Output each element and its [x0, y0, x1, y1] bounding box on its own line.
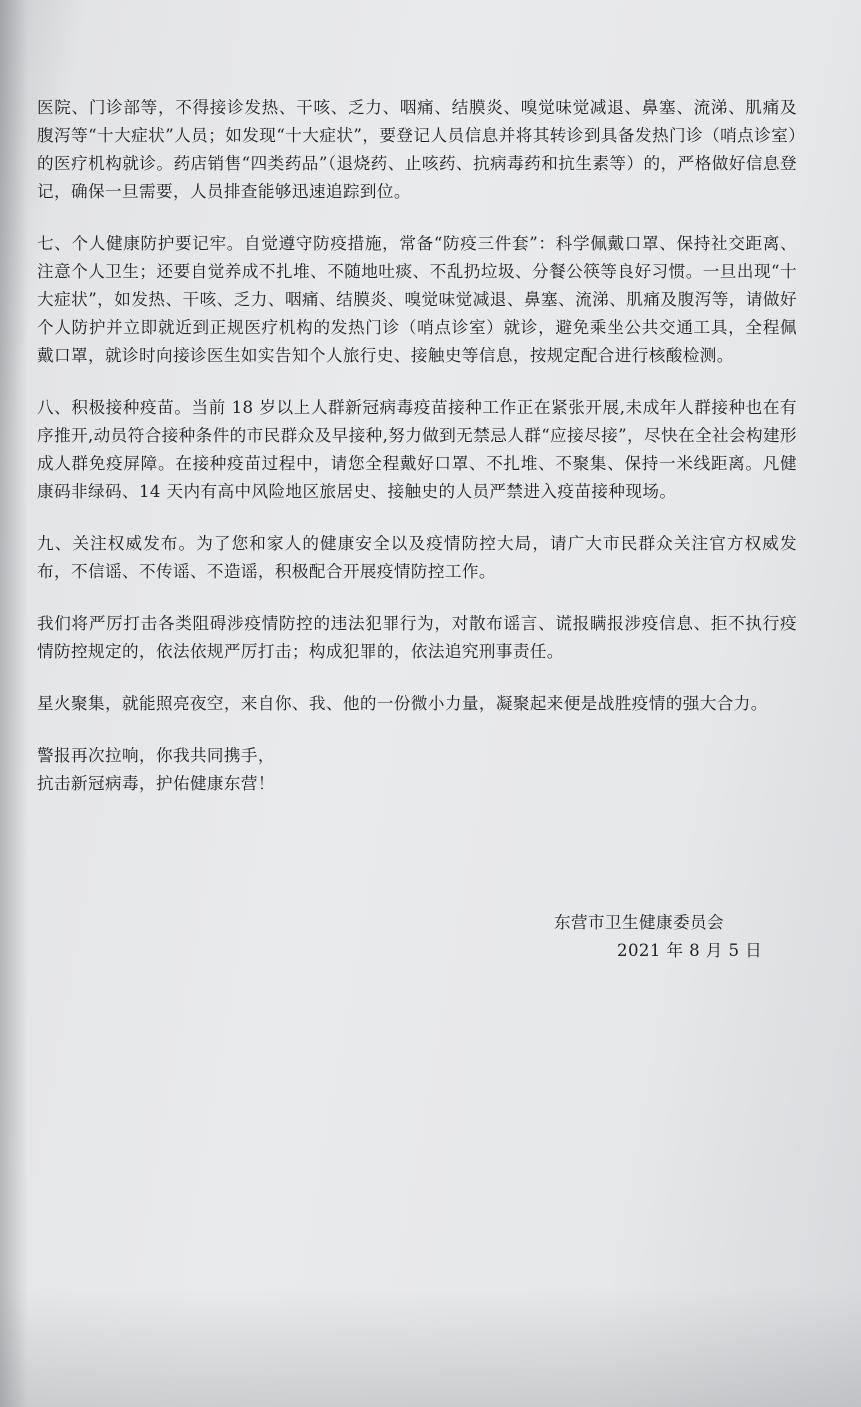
paragraph-section-8: 八、积极接种疫苗。当前 18 岁以上人群新冠病毒疫苗接种工作正在紧张开展,未成年人群接种也在有序推开,动员符合接种条件的市民群众及早接种,努力做到无禁忌人群“应接尽接”，尽快在全社会构建形成人群免疫屏障。在接种疫苗过程中，请您全程戴好口罩、不扎堆、不聚集、保持一米线距离。凡健康码非绿码、14 天内有高中风险地区旅居史、接触史的人员严禁进入疫苗接种现场。	[37, 398, 797, 501]
page-shadow-bottom	[0, 1287, 861, 1407]
paragraph-crackdown: 我们将严厉打击各类阻碍涉疫情防控的违法犯罪行为，对散布谣言、谎报瞒报涉疫信息、拒不执行疫情防控规定的，依法依规严厉打击；构成犯罪的，依法追究刑事责任。	[37, 614, 797, 661]
paragraph-section-7: 七、个人健康防护要记牢。自觉遵守防疫措施，常备“防疫三件套”：科学佩戴口罩、保持社交距离、注意个人卫生；还要自觉养成不扎堆、不随地吐痰、不乱扔垃圾、分餐公筷等良好习惯。一旦出现“十大症状”，如发热、干咳、乏力、咽痛、结膜炎、嗅觉味觉减退、鼻塞、流涕、肌痛及腹泻等，请做好个人防护并立即就近到正规医疗机构的发热门诊（哨点诊室）就诊，避免乘坐公共交通工具，全程佩戴口罩，就诊时向接诊医生如实告知个人旅行史、接触史等信息，按规定配合进行核酸检测。	[37, 234, 797, 365]
closing-line: 警报再次拉响，你我共同携手，	[37, 746, 275, 765]
page-shadow	[0, 0, 28, 1407]
paragraph-spark: 星火聚集，就能照亮夜空，来自你、我、他的一份微小力量，凝聚起来便是战胜疫情的强大合力。	[37, 694, 768, 713]
closing-slogan	[37, 742, 797, 798]
paragraph-section-9: 九、关注权威发布。为了您和家人的健康安全以及疫情防控大局，请广大市民群众关注官方权威发布，不信谣、不传谣、不造谣，积极配合开展疫情防控工作。	[37, 534, 797, 581]
paragraph-continued-intro: 医院、门诊部等，不得接诊发热、干咳、乏力、咽痛、结膜炎、嗅觉味觉减退、鼻塞、流涕、肌痛及腹泻等“十大症状”人员；如发现“十大症状”，要登记人员信息并将其转诊到具备发热门诊（哨点诊室）的医疗机构就诊。药店销售“四类药品”（退烧药、止咳药、抗病毒药和抗生素等）的，严格做好信息登记，确保一旦需要，人员排查能够迅速追踪到位。	[37, 98, 797, 201]
document-body	[37, 94, 797, 838]
closing-line: 抗击新冠病毒，护佑健康东营！	[37, 774, 275, 793]
signature-date: 2021 年 8 月 5 日	[617, 941, 763, 960]
signature-organization: 东营市卫生健康委员会	[554, 913, 724, 932]
